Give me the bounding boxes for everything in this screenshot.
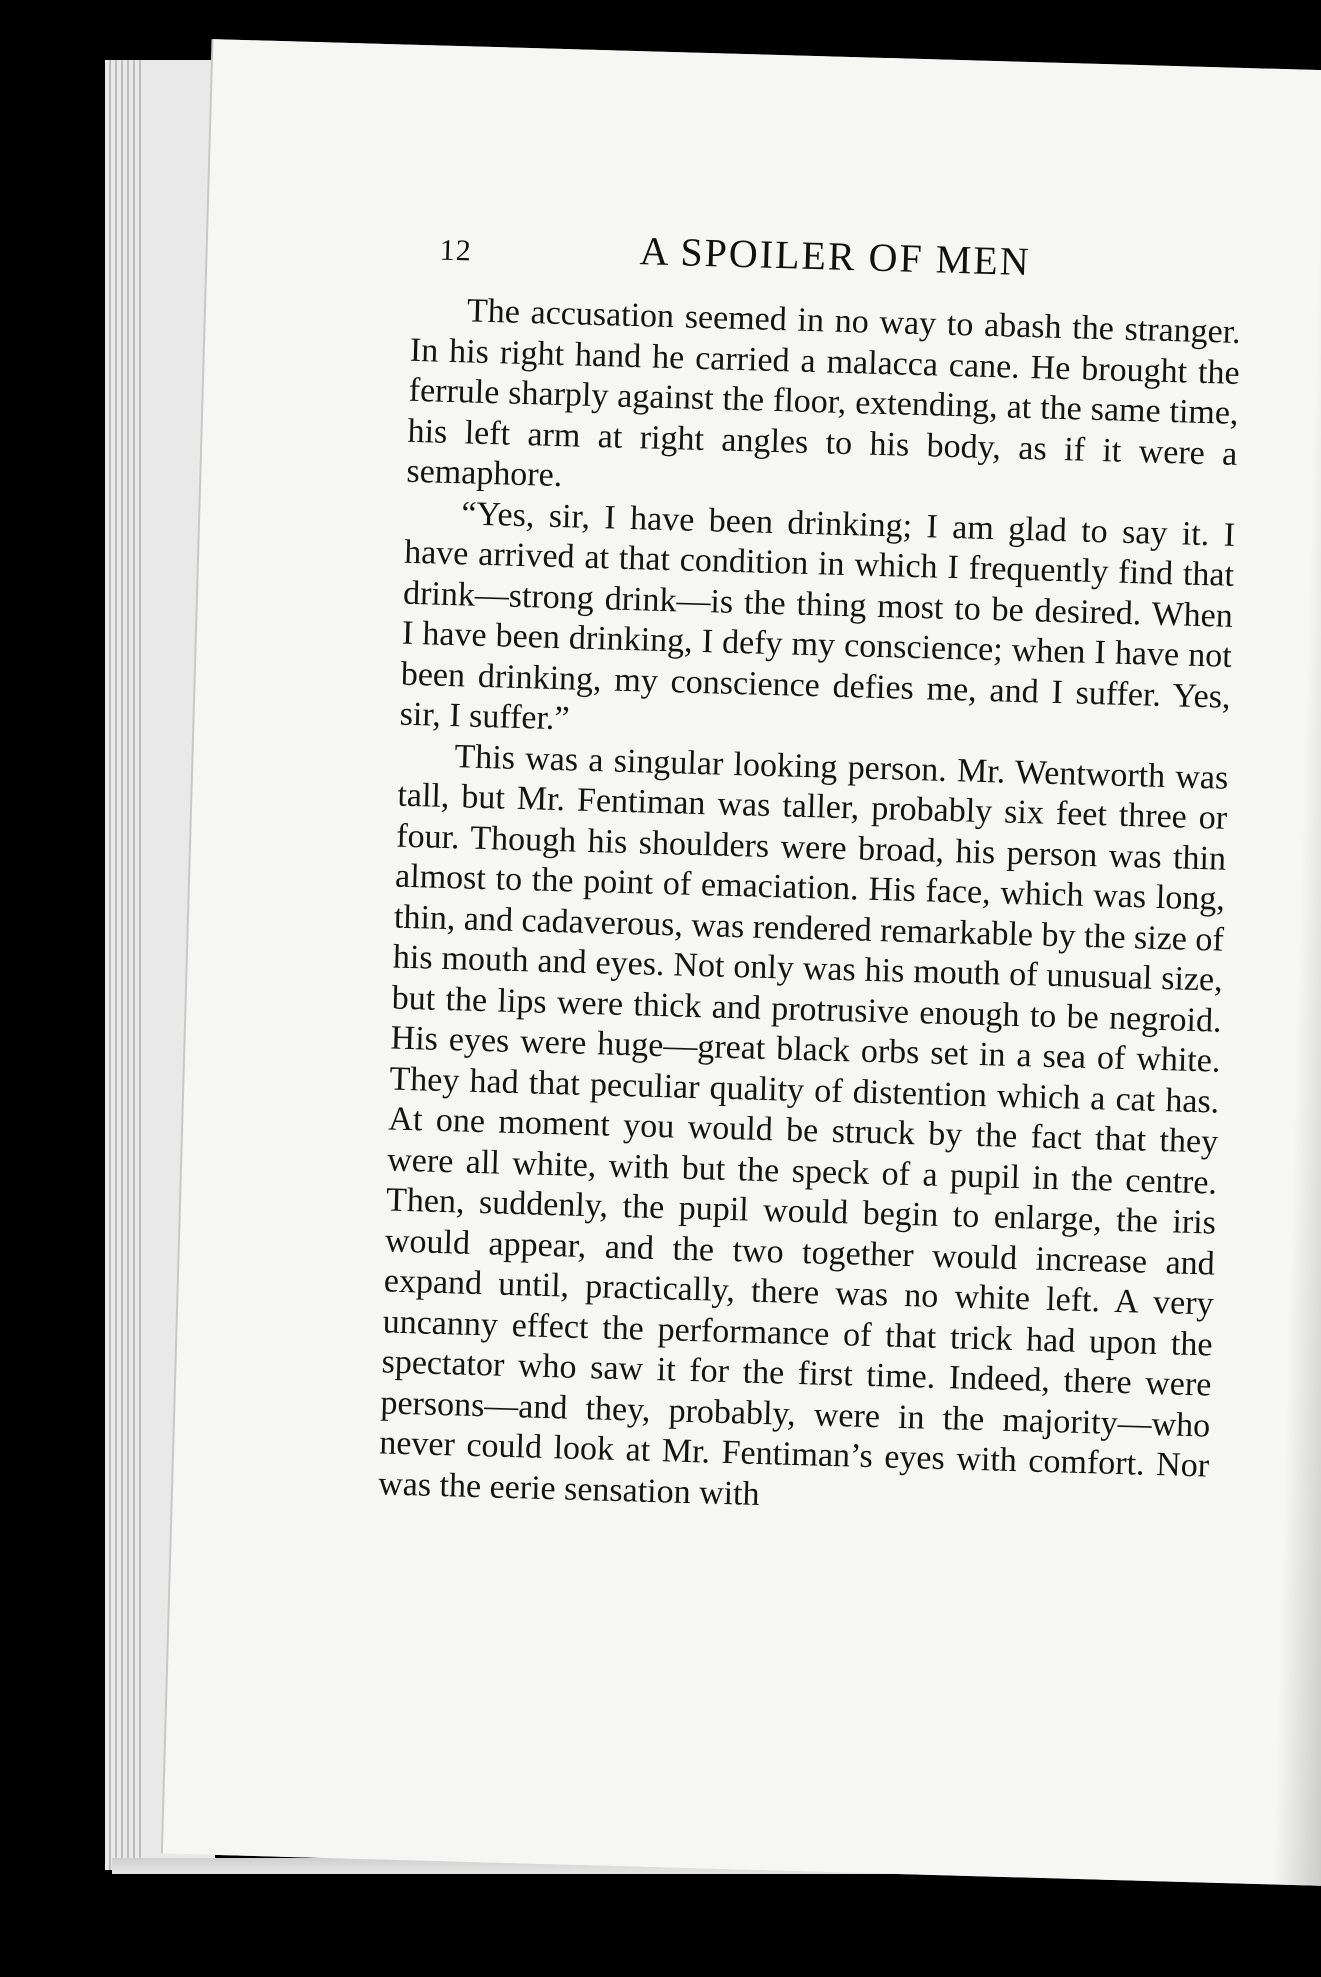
book-page	[163, 39, 1321, 1886]
paragraph: “Yes, sir, I have been drinking; I am glad to say it. I have arrived at that condition in which I frequently find that drink—strong drink—is the thing most to be desired. When I have been drinking, I defy my conscience; when I have not been drinking, my conscience defies me, and I suffer. Yes, sir, I suffer.”	[399, 494, 1236, 738]
body-text	[378, 290, 1242, 1528]
paragraph: The accusation seemed in no way to abash the stranger. In his right hand he carried a malacca cane. He brought the ferrule sharply against the floor, extending, at the same time, his left arm at right angles to his body, as if it were a semaphore.	[406, 292, 1242, 495]
page-header	[439, 216, 1080, 294]
page-number: 12	[439, 233, 473, 268]
page-gutter-shadow	[1272, 70, 1321, 1886]
running-title: A SPOILER OF MEN	[639, 228, 1032, 285]
paragraph: This was a singular looking person. Mr. Wentworth was tall, but Mr. Fentiman was taller, probably six feet three or four. Though his shoulders were broad, his person was thin almost to the point of emaciation. His face, which was long, thin, and cadaverous, was rendered remarkable by the size of his mouth and eyes. Not only was his mouth of unusual size, but the lips were thick and protrusive enough to be negroid. His eyes were huge—great black orbs set in a sea of white. They had that peculiar quality of distention which a cat has. At one moment you would be struck by the fact that they were all white, with but the speck of a pupil in the centre. Then, suddenly, the pupil would begin to enlarge, the iris would appear, and the two together would increase and expand until, practically, there was no white left. A very uncanny effect the performance of that trick had upon the spectator who saw it for the first time. Indeed, there were persons—and they, probably, were in the majority—who never could look at Mr. Fentiman’s eyes with comfort. Nor was the eerie sensation with	[377, 737, 1229, 1513]
